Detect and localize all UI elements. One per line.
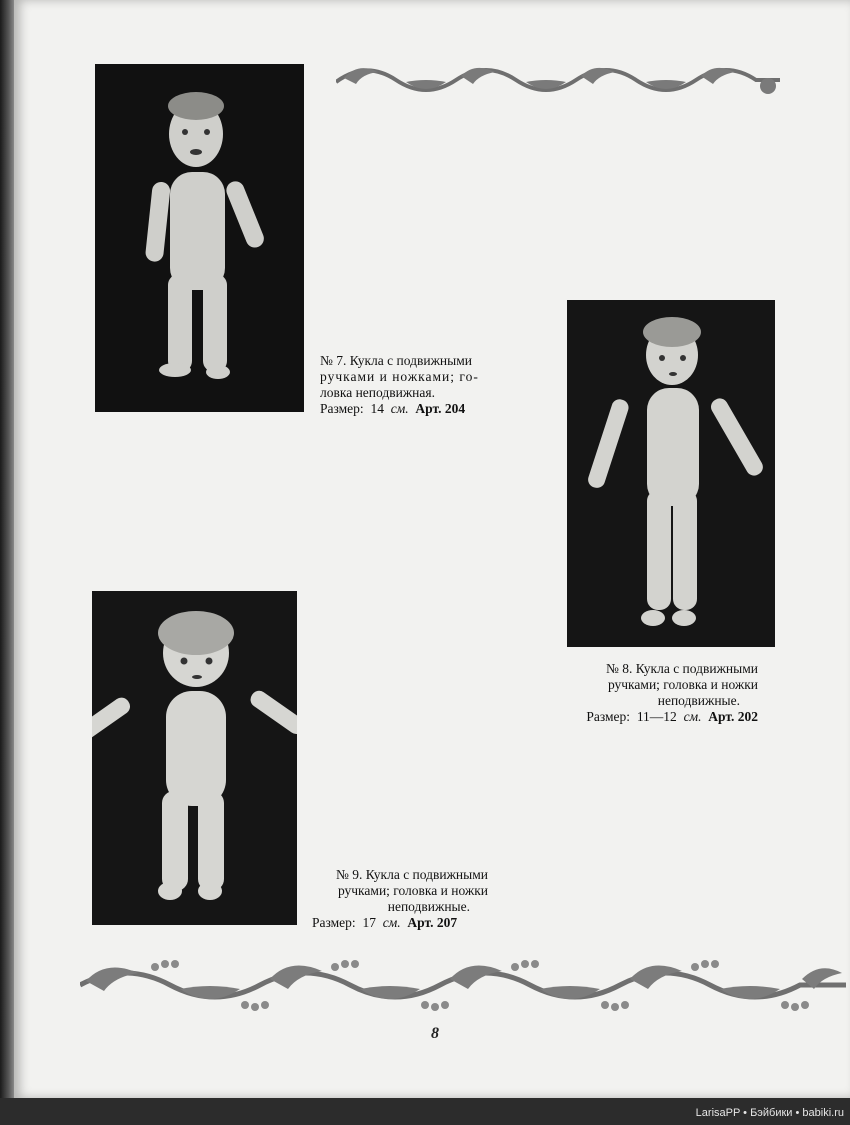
caption-line: неподвижные. [387, 899, 470, 914]
doll-photo-9 [92, 591, 297, 925]
article-number: Арт. 202 [708, 709, 758, 724]
page-number: 8 [431, 1025, 439, 1042]
size-unit: см. [390, 401, 409, 416]
article-number: Арт. 207 [407, 915, 458, 930]
caption-line: № 7. Кукла с подвижными [320, 353, 472, 368]
doll-photo-7 [95, 64, 304, 412]
watermark: LarisaPP • Бэйбики • babiki.ru [695, 1107, 844, 1119]
doll-caption-8 [574, 661, 758, 725]
caption-size-line [574, 709, 758, 725]
caption-size-line [320, 401, 479, 417]
caption-line: ручками; головка и ножки [607, 677, 758, 692]
size-value: 17 [362, 915, 376, 930]
bottom-ornament [80, 955, 846, 1015]
article-number: Арт. 204 [415, 401, 466, 416]
caption-line: № 8. Кукла с подвижными [606, 661, 758, 676]
caption-line: № 9. Кукла с подвижными [336, 867, 488, 882]
size-label: Размер: [320, 401, 364, 416]
caption-line: ручками и ножками; го- [320, 369, 479, 384]
size-unit: см. [382, 915, 401, 930]
doll-caption-9 [312, 867, 488, 931]
doll-caption-7 [320, 353, 479, 417]
size-label: Размер: [586, 709, 631, 724]
doll-photo-8 [567, 300, 775, 647]
caption-line: ловка неподвижная. [320, 385, 435, 400]
caption-size-line [312, 915, 488, 931]
top-ornament [336, 60, 780, 100]
book-binding [0, 0, 14, 1125]
caption-line: неподвижные. [657, 693, 740, 708]
size-value: 11—12 [636, 709, 677, 724]
size-value: 14 [370, 401, 384, 416]
caption-line: ручками; головка и ножки [337, 883, 488, 898]
size-label: Размер: [312, 915, 356, 930]
size-unit: см. [683, 709, 702, 724]
